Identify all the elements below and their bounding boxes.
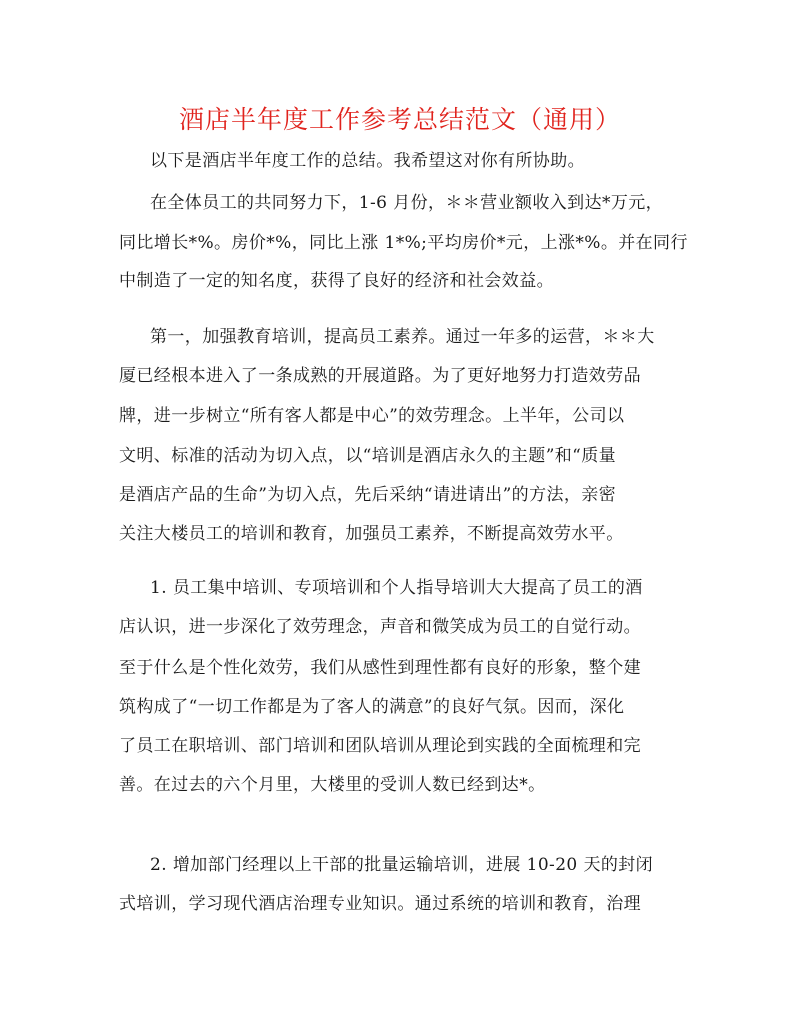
para2-line-6: 关注大楼员工的培训和教育，加强员工素养，不断提高效劳水平。 xyxy=(119,524,624,544)
para2-line-4: 文明、标准的活动为切入点，以“培训是酒店永久的主题”和“质量 xyxy=(119,446,617,466)
para2-line-3: 牌，进一步树立“所有客人都是中心”的效劳理念。上半年，公司以 xyxy=(119,406,625,426)
para4-line-1: 2. 增加部门经理以上干部的批量运输培训，进展 10-20 天的封闭 xyxy=(150,855,654,875)
para1-line-1: 在全体员工的共同努力下，1-6 月份，＊＊营业额收入到达*万元， xyxy=(150,193,664,213)
para3-line-2: 店认识，进一步深化了效劳理念，声音和微笑成为员工的自觉行动。 xyxy=(119,617,641,637)
para2-line-5: 是酒店产品的生命”为切入点，先后采纳“请进请出”的方法，亲密 xyxy=(119,485,617,505)
document-title: 酒店半年度工作参考总结范文（通用） xyxy=(178,105,621,134)
intro-line: 以下是酒店半年度工作的总结。我希望这对你有所协助。 xyxy=(150,151,585,171)
para2-line-1: 第一，加强教育培训，提高员工素养。通过一年多的运营，＊＊大 xyxy=(150,327,655,347)
para3-line-4: 筑构成了“一切工作都是为了客人的满意”的良好气氛。因而，深化 xyxy=(119,697,625,717)
para4-line-2: 式培训，学习现代酒店治理专业知识。通过系统的培训和教育，治理 xyxy=(119,894,641,914)
para3-line-3: 至于什么是个性化效劳，我们从感性到理性都有良好的形象，整个建 xyxy=(119,658,641,678)
para3-line-1: 1. 员工集中培训、专项培训和个人指导培训大大提高了员工的酒 xyxy=(150,578,643,598)
para3-line-6: 善。在过去的六个月里，大楼里的受训人数已经到达*。 xyxy=(119,775,546,795)
para2-line-2: 厦已经根本进入了一条成熟的开展道路。为了更好地努力打造效劳品 xyxy=(119,366,641,386)
para1-line-2: 同比增长*%。房价*%，同比上涨 1*%;平均房价*元，上涨*%。并在同行 xyxy=(119,233,688,253)
para3-line-5: 了员工在职培训、部门培训和团队培训从理论到实践的全面梳理和完 xyxy=(119,736,641,756)
para1-line-3: 中制造了一定的知名度，获得了良好的经济和社会效益。 xyxy=(119,271,554,291)
